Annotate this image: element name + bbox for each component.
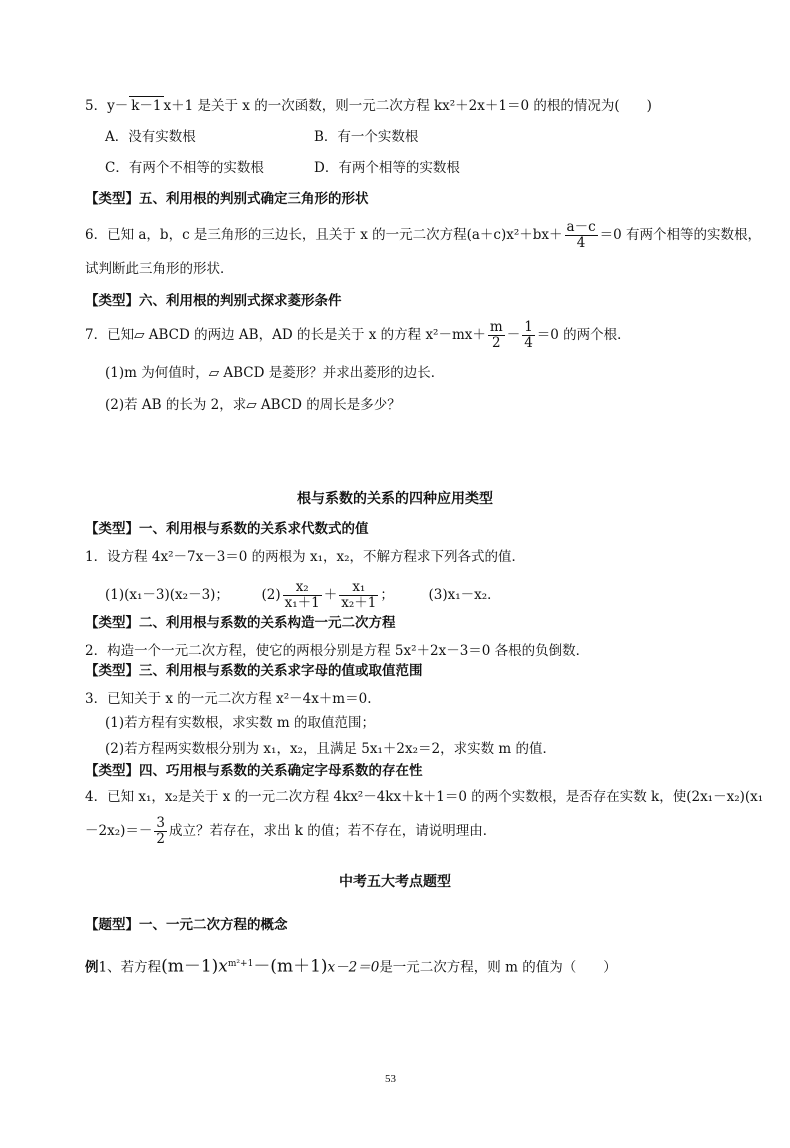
q5-stem-b: x＋1 是关于 x 的一次函数，则一元二次方程 kx²＋2x＋1＝0 的根的情况为( ) [163, 98, 652, 114]
t4-line2-a: －2x₂)＝－ [85, 823, 153, 839]
t1-fraction-1 [283, 580, 322, 611]
q5-stem-a: 5．y－ [85, 98, 129, 114]
example1-a: 1、若方程 [98, 959, 162, 976]
q6-line2: 试判断此三角形的形状． [85, 261, 234, 277]
t1-part2-end: ； [380, 587, 394, 603]
t4-fraction [154, 816, 167, 847]
q7-frac2-num: 1 [524, 319, 533, 335]
q6-stem-a: 6．已知 a，b，c 是三角形的三边长，且关于 x 的一元二次方程(a＋c)x²＋bx＋ [85, 227, 563, 243]
t1-frac2-den: x₂＋1 [341, 595, 377, 611]
q7-fraction-2 [522, 320, 535, 351]
q6-stem [85, 220, 761, 251]
t4-frac-num: 3 [156, 815, 165, 831]
exam-title: 中考五大考点题型 [339, 874, 451, 890]
t4-frac-den: 2 [156, 831, 165, 847]
t3-heading: 【类型】三、利用根与系数的关系求字母的值或取值范围 [85, 663, 423, 679]
q6-fraction [565, 220, 598, 251]
q7-stem-b: ＝0 的两个根． [536, 327, 631, 343]
type5-heading: 【类型】五、利用根的判别式确定三角形的形状 [85, 191, 369, 207]
example-label: 例 [85, 959, 99, 976]
t1-parts [105, 580, 501, 611]
q5-sqrt: k－1 [131, 98, 162, 114]
exam-type1-heading: 【题型】一、一元二次方程的概念 [85, 917, 288, 933]
q5-option-a: A．没有实数根 [105, 129, 196, 145]
page-number: 53 [385, 1073, 396, 1085]
q5-option-b: B．有一个实数根 [314, 129, 419, 145]
t1-part1: (1)(x₁－3)(x₂－3)； [105, 587, 229, 603]
q7-stem-a: 7．已知▱ ABCD 的两边 AB，AD 的长是关于 x 的方程 x²－mx＋ [85, 327, 486, 343]
example1-b: 是一元二次方程，则 m 的值为（ ） [379, 959, 617, 976]
q5-stem [85, 96, 652, 115]
q6-stem-b: ＝0 有两个相等的实数根， [599, 227, 762, 243]
example1 [85, 955, 617, 977]
q7-frac1-num: m [489, 319, 503, 335]
t4-question: 4．已知 x₁，x₂是关于 x 的一元二次方程 4kx²－4kx＋k＋1＝0 的两个实数根，是否存在实数 k，使(2x₁－x₂)(x₁ [85, 789, 764, 805]
example1-term2: －(m＋1) [253, 956, 328, 977]
q6-frac-num: a－c [566, 219, 596, 235]
t1-part3: (3)x₁－x₂． [428, 587, 501, 603]
t1-frac1-den: x₁＋1 [284, 595, 320, 611]
q7-fraction-1 [488, 320, 505, 351]
t1-question: 1．设方程 4x²－7x－3＝0 的两根为 x₁，x₂，不解方程求下列各式的值． [85, 549, 526, 565]
example1-x: x [218, 956, 228, 977]
t3-sub2: (2)若方程两实数根分别为 x₁，x₂，且满足 5x₁＋2x₂＝2，求实数 m 的值． [105, 741, 556, 757]
q5-option-d: D．有两个相等的实数根 [314, 160, 460, 176]
q7-minus: － [506, 327, 521, 343]
q7-sub2: (2)若 AB 的长为 2，求▱ ABCD 的周长是多少？ [105, 397, 401, 413]
q6-frac-den: 4 [576, 235, 586, 251]
t2-question: 2．构造一个一元二次方程，使它的两根分别是方程 5x²＋2x－3＝0 各根的负倒数． [85, 643, 590, 659]
t1-plus: ＋ [323, 587, 338, 603]
type6-heading: 【类型】六、利用根的判别式探求菱形条件 [85, 293, 342, 309]
t1-frac2-num: x₁ [339, 580, 378, 596]
q7-frac1-den: 2 [492, 335, 501, 351]
q7-stem [85, 320, 631, 351]
example1-term1: (m－1) [161, 956, 219, 977]
t1-fraction-2 [339, 580, 378, 611]
t4-line2-b: 成立？若存在，求出 k 的值；若不存在，请说明理由． [168, 823, 497, 839]
example1-rest: x－2＝0 [327, 959, 380, 976]
q7-frac2-den: 4 [524, 335, 533, 351]
t1-frac1-num: x₂ [283, 580, 322, 596]
t3-sub1: (1)若方程有实数根，求实数 m 的取值范围； [105, 715, 376, 731]
q5-option-c: C．有两个不相等的实数根 [105, 160, 264, 176]
t3-question: 3．已知关于 x 的一元二次方程 x²－4x＋m＝0. [85, 691, 372, 707]
t4-line2 [85, 816, 496, 847]
t1-heading: 【类型】一、利用根与系数的关系求代数式的值 [85, 521, 369, 537]
t4-heading: 【类型】四、巧用根与系数的关系确定字母系数的存在性 [85, 763, 423, 779]
q7-sub1: (1)m 为何值时，▱ ABCD 是菱形？并求出菱形的边长． [105, 365, 445, 381]
t2-heading: 【类型】二、利用根与系数的关系构造一元二次方程 [85, 615, 396, 631]
example1-exponent: m²+1 [227, 959, 254, 969]
section-title: 根与系数的关系的四种应用类型 [297, 491, 493, 507]
t1-part2-label: (2) [261, 587, 281, 603]
